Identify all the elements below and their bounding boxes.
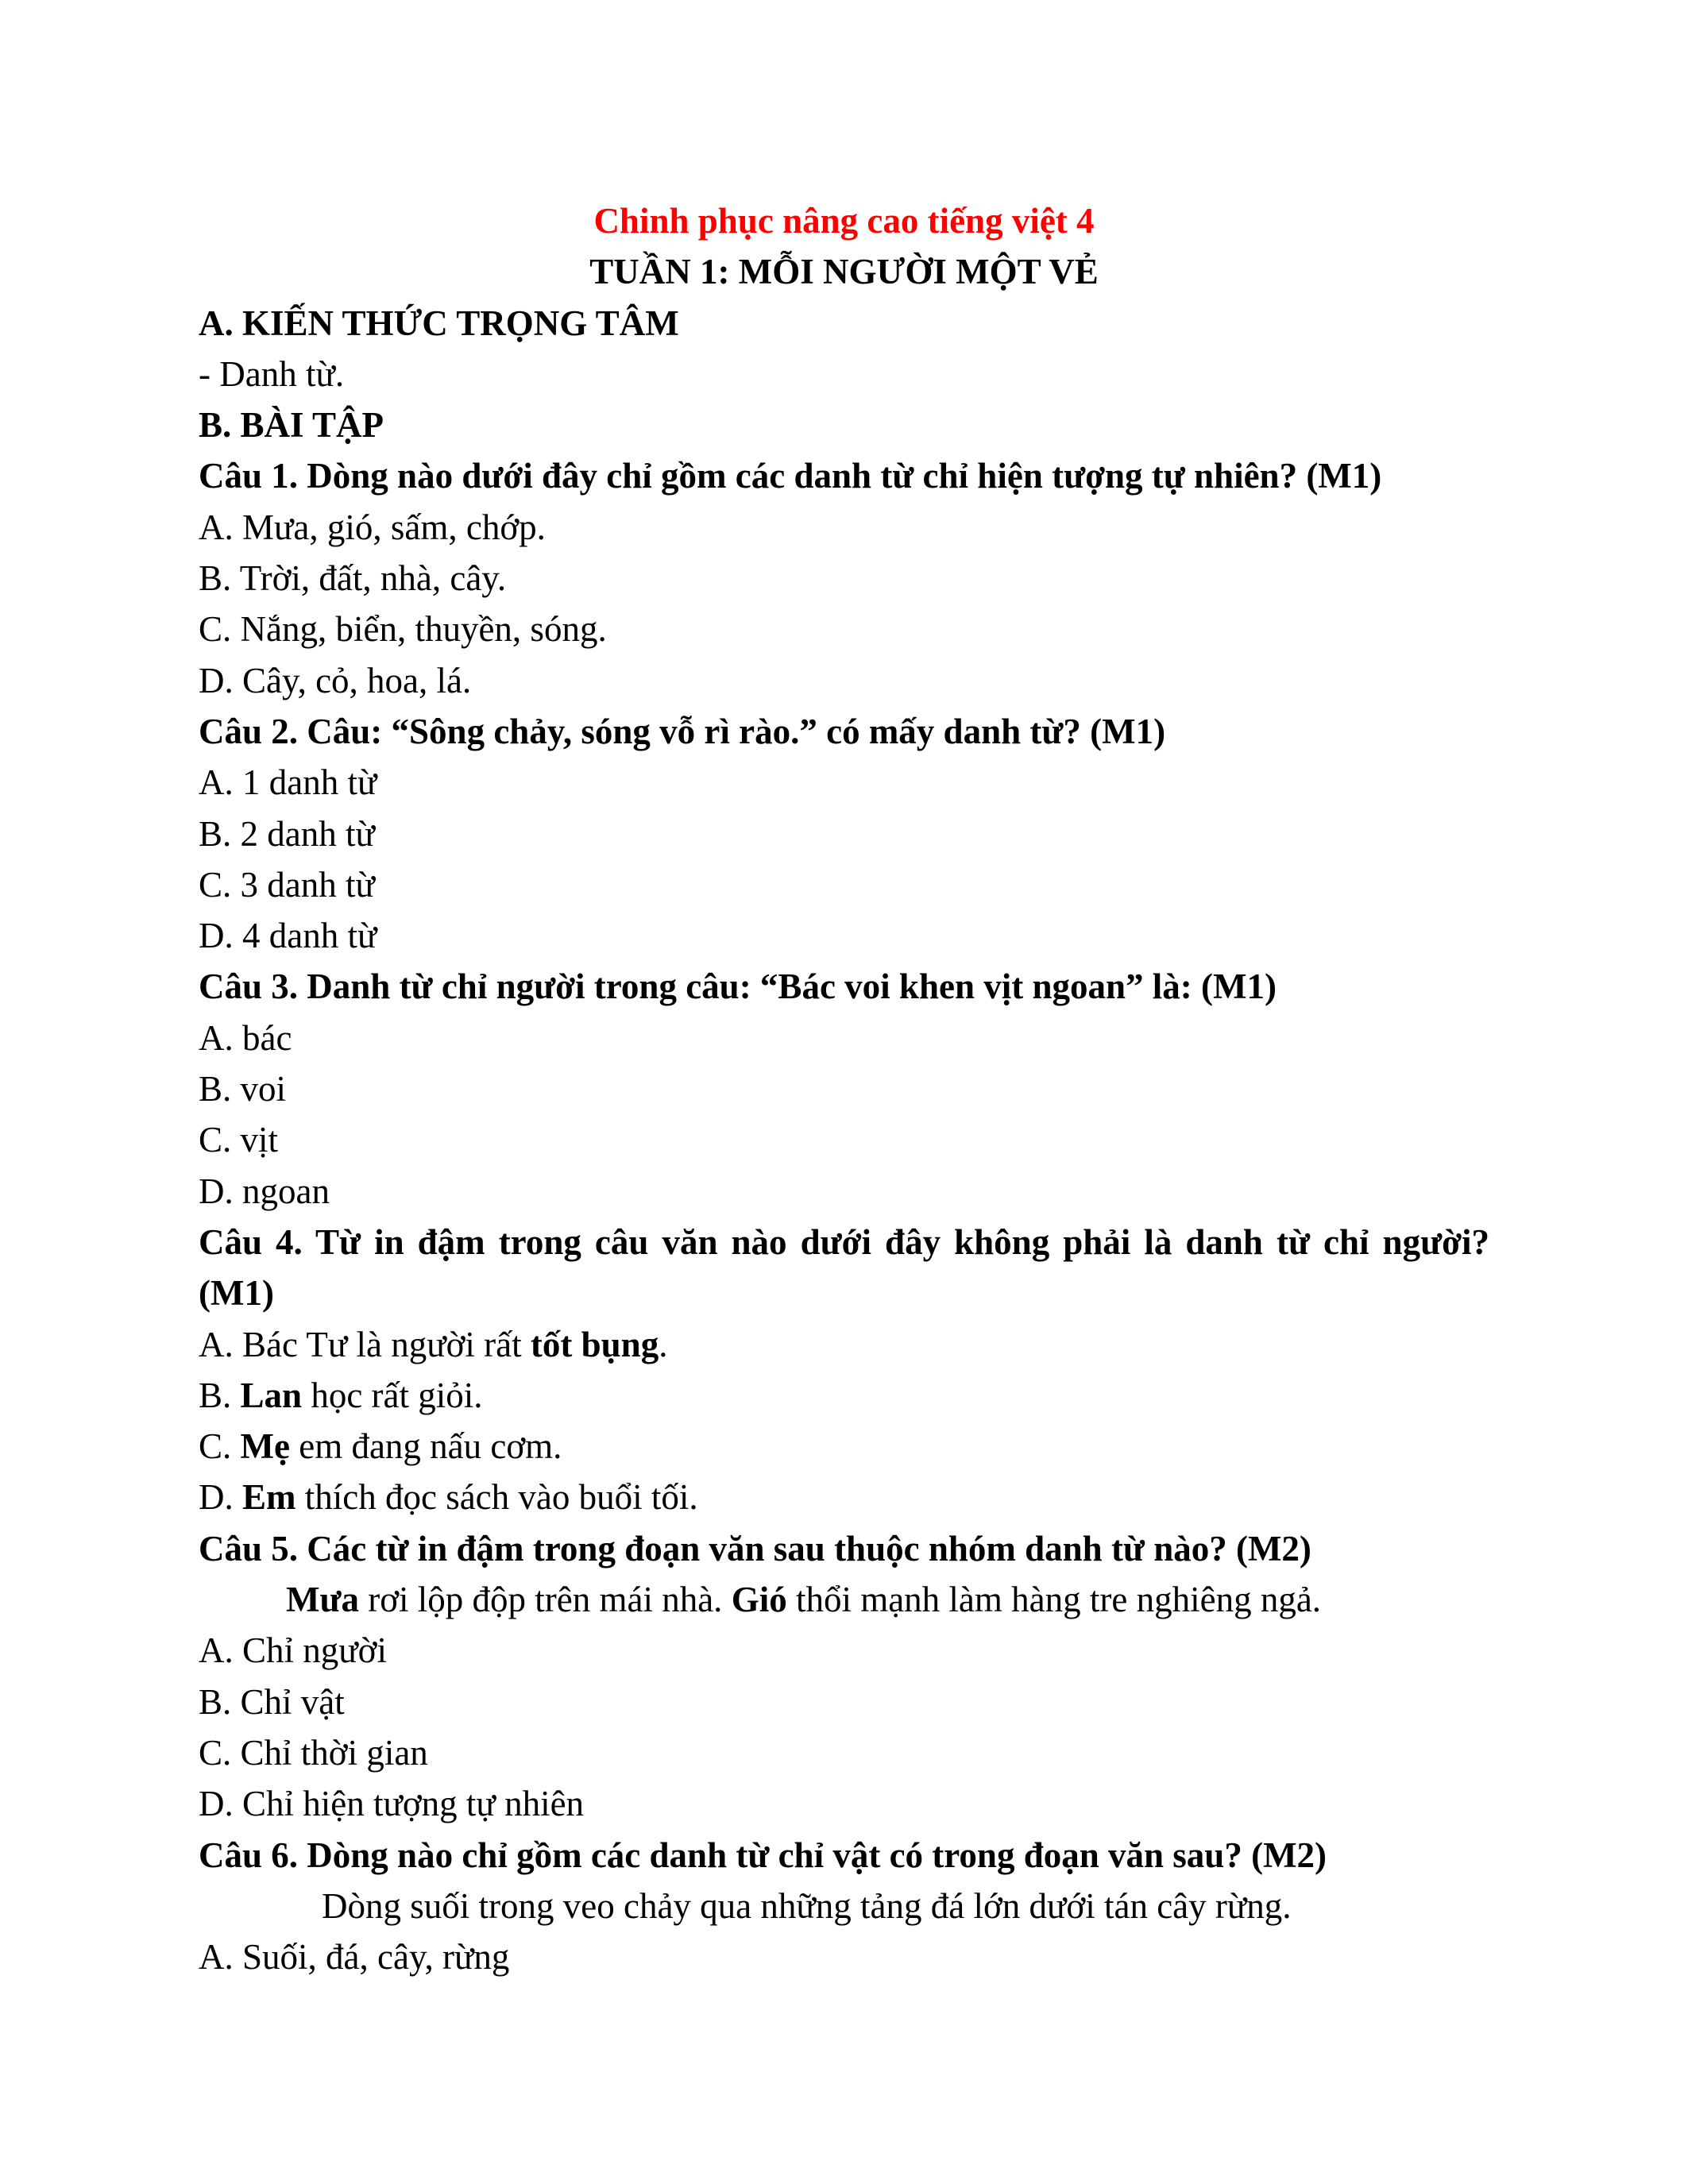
question-1-option-a: A. Mưa, gió, sấm, chớp. — [199, 507, 546, 547]
question-3-option-d: D. ngoan — [199, 1171, 330, 1211]
question-5-option-a: A. Chỉ người — [199, 1630, 387, 1671]
bold-word: Em — [242, 1477, 296, 1518]
passage-text: thổi mạnh làm hàng tre nghiêng ngả. — [786, 1580, 1322, 1620]
question-4-option-d — [199, 1472, 1489, 1522]
option-text: D. — [199, 1477, 242, 1518]
question-5-prompt: Câu 5. Các từ in đậm trong đoạn văn sau thuộc nhóm danh từ nào? (M2) — [199, 1528, 1311, 1569]
question-5-option-c: C. Chỉ thời gian — [199, 1732, 428, 1773]
question-1-option-c: C. Nắng, biển, thuyền, sóng. — [199, 609, 607, 650]
option-text: . — [659, 1324, 668, 1364]
question-3-prompt: Câu 3. Danh từ chỉ người trong câu: “Bác voi khen vịt ngoan” là: (M1) — [199, 967, 1277, 1007]
document-subtitle: TUẦN 1: MỖI NGƯỜI MỘT VẺ — [589, 252, 1099, 292]
question-1-option-d: D. Cây, cỏ, hoa, lá. — [199, 660, 472, 700]
bold-word: tốt bụng — [530, 1324, 659, 1364]
question-3-option-c: C. vịt — [199, 1120, 279, 1160]
question-3-option-b: B. voi — [199, 1069, 287, 1109]
option-text: thích đọc sách vào buổi tối. — [295, 1477, 698, 1518]
option-text: B. — [199, 1375, 241, 1415]
option-text: A. Bác Tư là người rất — [199, 1324, 531, 1364]
question-1-option-b: B. Trời, đất, nhà, cây. — [199, 558, 507, 599]
question-5-option-b: B. Chỉ vật — [199, 1681, 345, 1722]
question-2-option-a: A. 1 danh từ — [199, 762, 377, 803]
question-4-option-b — [199, 1370, 1489, 1421]
section-b-heading: B. BÀI TẬP — [199, 405, 384, 446]
question-2-option-c: C. 3 danh từ — [199, 864, 375, 905]
question-2-prompt: Câu 2. Câu: “Sông chảy, sóng vỗ rì rào.” có mấy danh từ? (M1) — [199, 711, 1166, 751]
question-6-prompt: Câu 6. Dòng nào chỉ gồm các danh từ chỉ vật có trong đoạn văn sau? (M2) — [199, 1835, 1327, 1875]
bold-word: Lan — [240, 1375, 303, 1415]
question-6-passage: Dòng suối trong veo chảy qua những tảng đá lớn dưới tán cây rừng. — [322, 1885, 1292, 1926]
bold-word: Gió — [731, 1580, 787, 1620]
question-2-option-d: D. 4 danh từ — [199, 916, 377, 956]
option-text: C. — [199, 1426, 241, 1467]
section-a-heading: A. KIẾN THỨC TRỌNG TÂM — [199, 303, 679, 343]
bold-word: Mưa — [286, 1580, 359, 1620]
question-6-option-a: A. Suối, đá, cây, rừng — [199, 1937, 510, 1978]
question-4-option-c — [199, 1421, 1489, 1472]
question-5-option-d: D. Chỉ hiện tượng tự nhiên — [199, 1784, 585, 1824]
option-text: em đang nấu cơm. — [289, 1426, 562, 1467]
passage-text: rơi lộp độp trên mái nhà. — [358, 1580, 732, 1620]
question-1-prompt: Câu 1. Dòng nào dưới đây chỉ gồm các danh từ chỉ hiện tượng tự nhiên? (M1) — [199, 456, 1382, 496]
document-page — [199, 195, 1489, 1982]
bold-word: Mẹ — [240, 1426, 290, 1467]
question-2-option-b: B. 2 danh từ — [199, 813, 375, 854]
question-4-option-a — [199, 1319, 1489, 1370]
question-4-prompt: Câu 4. Từ in đậm trong câu văn nào dưới đây không phải là danh từ chỉ người? (M1) — [199, 1221, 1489, 1314]
option-text: học rất giỏi. — [302, 1375, 483, 1415]
question-3-option-a: A. bác — [199, 1017, 292, 1058]
question-5-passage — [199, 1574, 1489, 1625]
document-title: Chinh phục nâng cao tiếng việt 4 — [593, 201, 1095, 241]
section-a-item: - Danh từ. — [199, 353, 345, 394]
